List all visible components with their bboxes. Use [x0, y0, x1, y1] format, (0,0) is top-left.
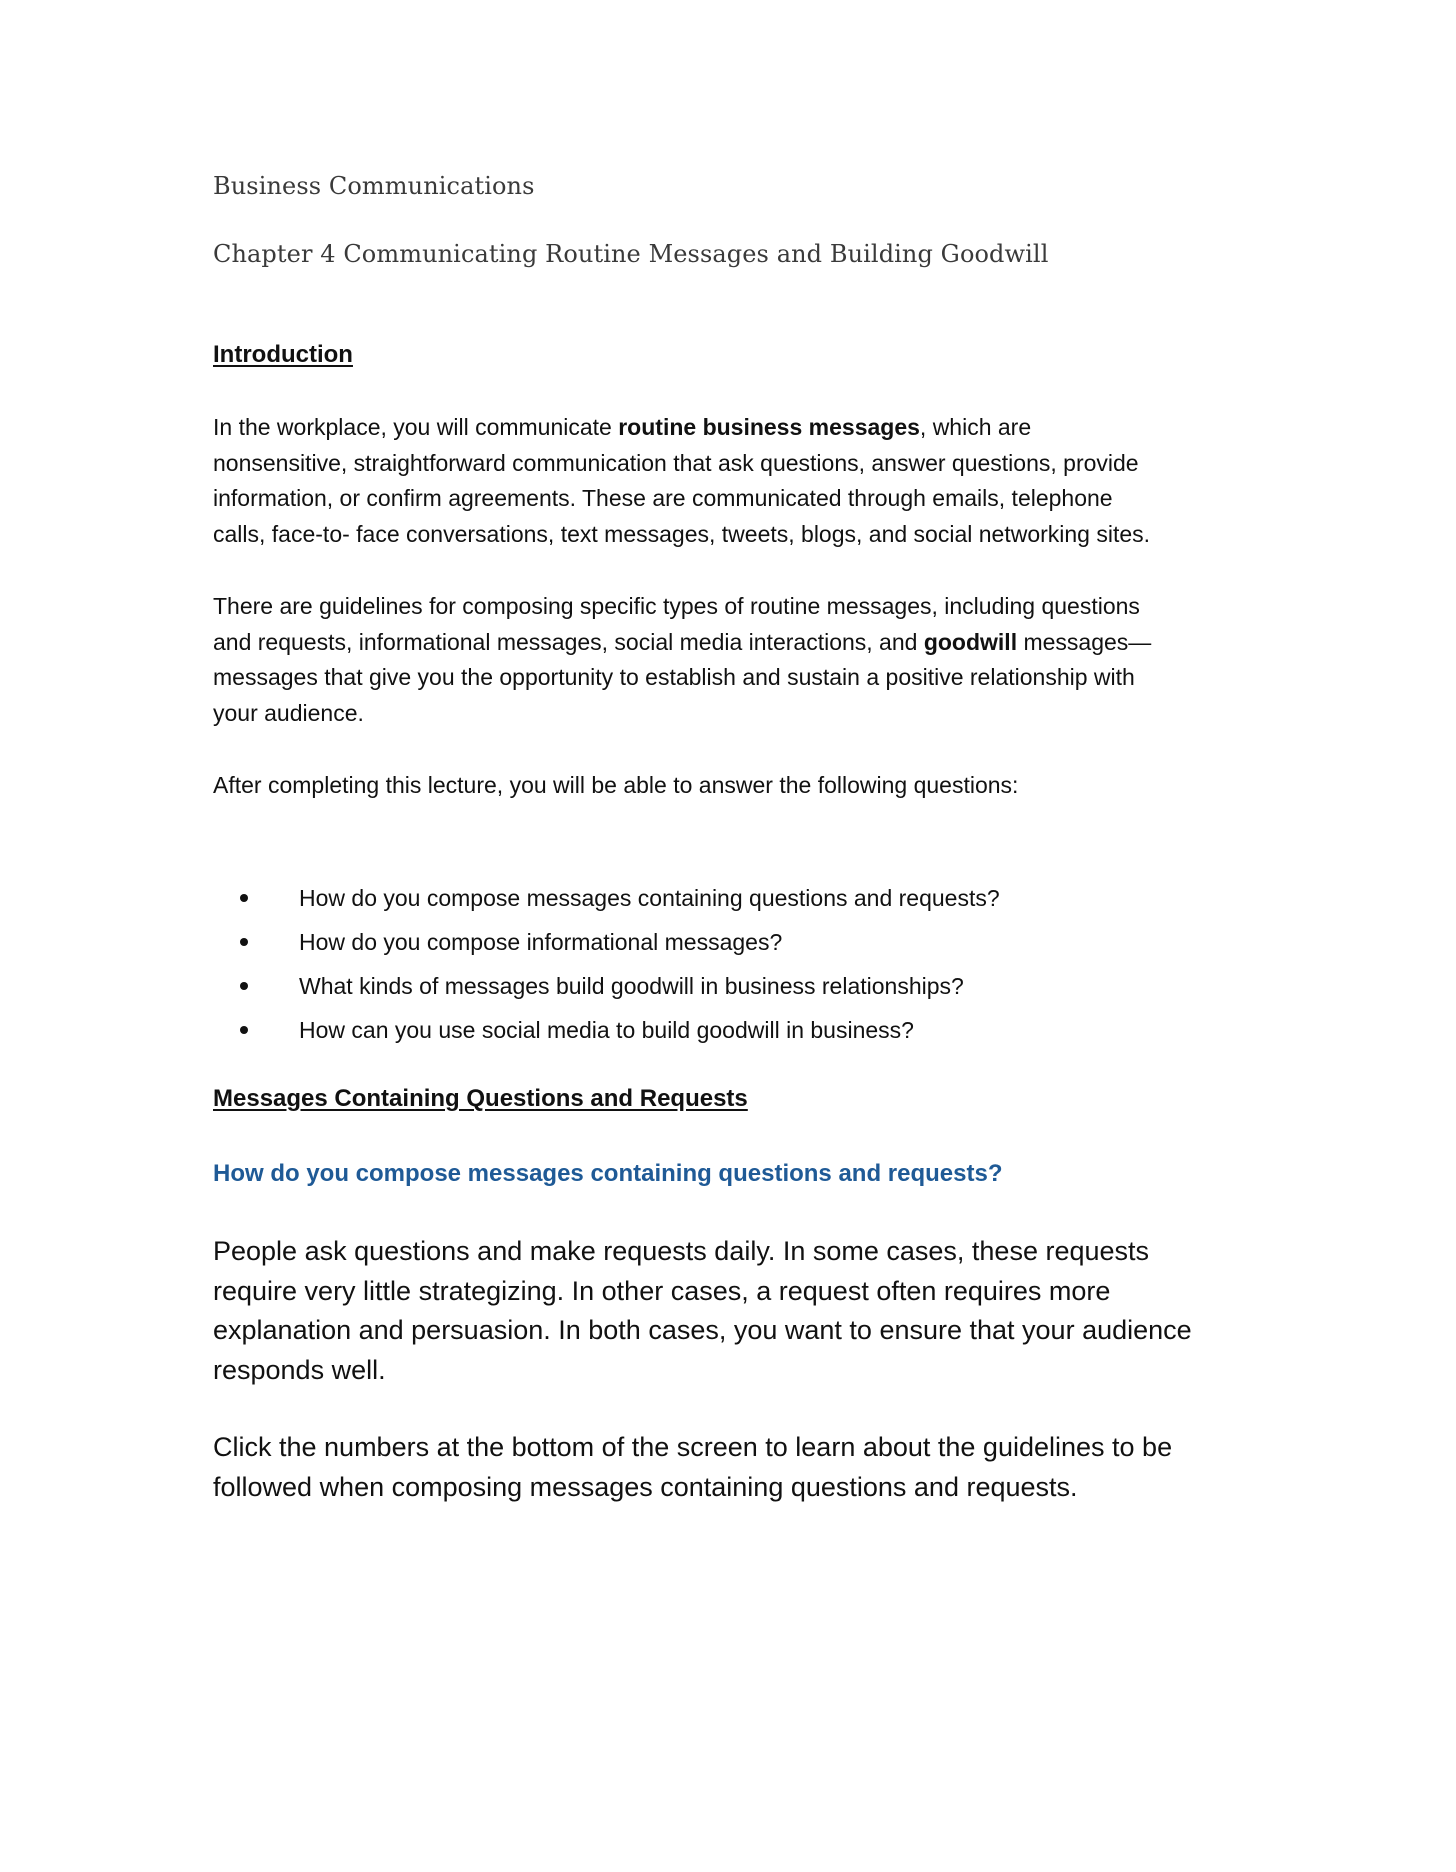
- list-item-text: How can you use social media to build goodwill in business?: [299, 1017, 914, 1043]
- bullet-icon: [240, 894, 248, 902]
- paragraph-line: calls, face-to- face conversations, text messages, tweets, blogs, and social networking sites.: [213, 520, 1151, 547]
- paragraph-line: There are guidelines for composing specific types of routine messages, including questions: [213, 593, 1140, 619]
- bullet-icon: [240, 1026, 248, 1034]
- list-item-text: What kinds of messages build goodwill in business relationships?: [299, 973, 964, 999]
- intro-paragraph-3: After completing this lecture, you will be able to answer the following questions:: [213, 772, 1019, 798]
- questions-paragraph-1: [213, 1232, 1192, 1390]
- list-item-text: How do you compose messages containing questions and requests?: [299, 885, 1000, 911]
- chapter-title: Chapter 4 Communicating Routine Messages and Building Goodwill: [213, 240, 1049, 268]
- questions-paragraph-2: [213, 1428, 1172, 1507]
- paragraph-line: [213, 410, 1233, 446]
- introduction-heading: Introduction: [213, 341, 353, 368]
- paragraph-line: explanation and persuasion. In both cases, you want to ensure that your audience: [213, 1315, 1192, 1345]
- paragraph-line: your audience.: [213, 699, 364, 726]
- paragraph-line: messages that give you the opportunity to establish and sustain a positive relationship with: [213, 664, 1135, 690]
- paragraph-line: require very little strategizing. In other cases, a request often requires more: [213, 1275, 1111, 1306]
- text-run: , which are: [919, 414, 1032, 440]
- paragraph-line: Click the numbers at the bottom of the screen to learn about the guidelines to be: [213, 1432, 1173, 1462]
- paragraph-line: [213, 625, 1233, 661]
- paragraph-line: People ask questions and make requests daily. In some cases, these requests: [213, 1236, 1150, 1266]
- text-run: messages—: [1017, 628, 1152, 655]
- intro-paragraph-1: [213, 410, 1233, 552]
- bold-term: goodwill: [923, 628, 1018, 655]
- bold-term: routine business messages: [618, 414, 920, 440]
- paragraph-line: nonsensitive, straightforward communication that ask questions, answer questions, provide: [213, 449, 1139, 476]
- paragraph-line: responds well.: [213, 1354, 386, 1385]
- paragraph-line: information, or confirm agreements. These are communicated through emails, telephone: [213, 485, 1113, 511]
- list-item-text: How do you compose informational messages?: [299, 929, 783, 955]
- text-run: In the workplace, you will communicate: [213, 414, 619, 440]
- paragraph-line: followed when composing messages containing questions and requests.: [213, 1471, 1078, 1502]
- course-title: Business Communications: [213, 172, 535, 200]
- questions-requests-subheading: How do you compose messages containing questions and requests?: [213, 1160, 1003, 1187]
- intro-paragraph-2: [213, 589, 1233, 731]
- questions-requests-heading: Messages Containing Questions and Requests: [213, 1085, 748, 1112]
- bullet-icon: [240, 938, 248, 946]
- text-run: and requests, informational messages, social media interactions, and: [213, 628, 924, 655]
- bullet-icon: [240, 982, 248, 990]
